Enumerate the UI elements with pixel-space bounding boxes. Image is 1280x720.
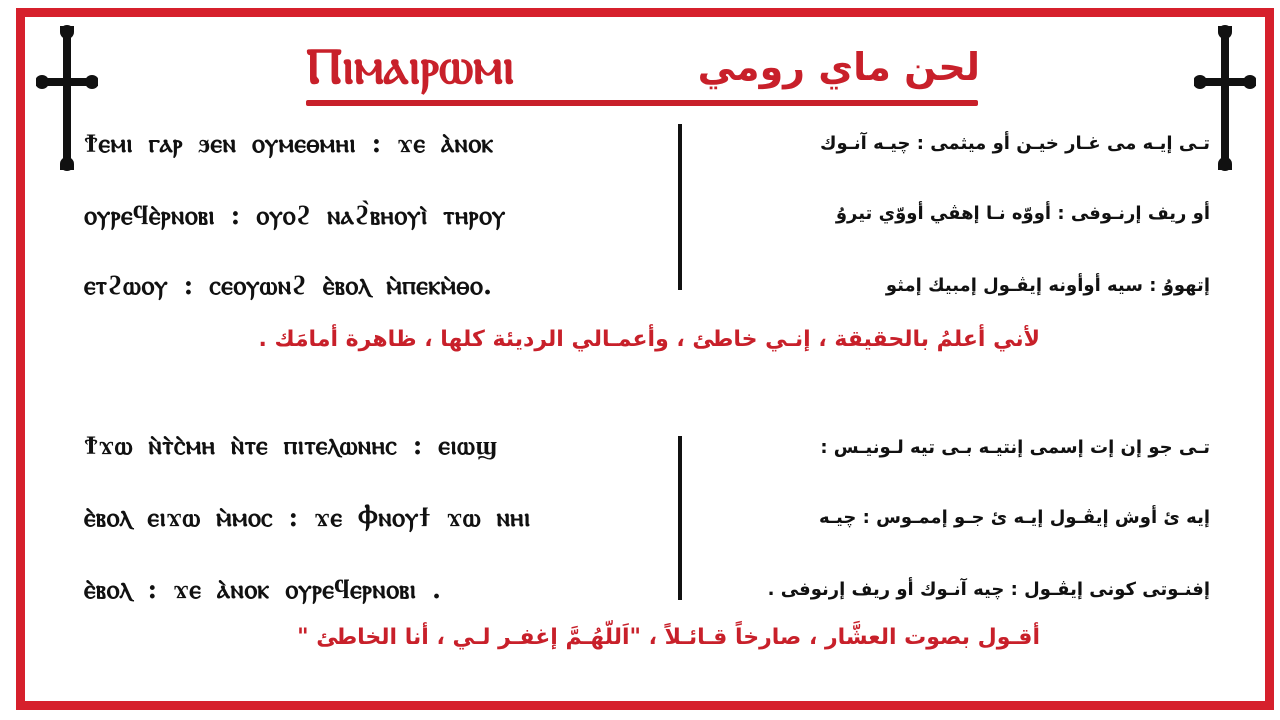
coptic-title: Ⲡⲓⲙⲁⲓⲣⲱⲙⲓ	[306, 36, 515, 95]
column-divider	[678, 436, 682, 600]
arabic-line: تـى جو إن إت إسمى إنتيـه بـى تيه لـونيـس :	[820, 437, 1210, 458]
coptic-line: Ϯϫⲱ ⲛ̀ⲧ̀ⲥ̀ⲙⲏ ⲛ̀ⲧⲉ ⲡⲓⲧⲉⲗⲱⲛⲏⲥ : ⲉⲓⲱϣ	[84, 431, 498, 461]
arabic-translation: أقـول بصوت العشَّار ، صارخاً قـائـلاً ، "اَللّهُـمَّ إغفـر لـي ، أنا الخاطئ "	[297, 625, 1040, 650]
arabic-line: تـى إيـه مى غـار خيـن أو ميثمى : چيـه آنـوك	[819, 133, 1210, 154]
coptic-line: ⲟⲩⲣⲉϥⲉ̀ⲣⲛⲟⲃⲓ : ⲟⲩⲟϩ ⲛⲁϩ̀ⲃⲏⲟⲩⲓ̀ ⲧⲏⲣⲟⲩ	[84, 201, 506, 231]
arabic-line: إفنـوتى كونى إيڤـول : چيه آنـوك أو ريف إرنوفى .	[767, 579, 1210, 600]
arabic-line: أو ريف إرنـوفى : أووّه نـا إهڤي أووّي تيروُ	[835, 203, 1210, 224]
arabic-line: إتهووُ : سيه أوأونه إيڤـول إمبيك إمثو	[885, 275, 1210, 296]
coptic-line: ⲉ̀ⲃⲟⲗ ⲉⲓϫⲱ ⲙ̀ⲙⲟⲥ : ϫⲉ Ⲫⲛⲟⲩϯ ϫⲱ ⲛⲏⲓ	[84, 503, 531, 533]
column-divider	[678, 124, 682, 290]
title-underline	[306, 100, 978, 106]
coptic-line: Ϯⲉⲙⲓ ⲅⲁⲣ ϧⲉⲛ ⲟⲩⲙⲉⲑⲙⲏⲓ : ϫⲉ ⲁ̀ⲛⲟⲕ	[84, 129, 494, 159]
arabic-translation: لأني أعلمُ بالحقيقة ، إنـي خاطئ ، وأعمـالي الرديئة كلها ، ظاهرة أمامَك .	[258, 327, 1040, 352]
arabic-title: لحن ماي رومي	[697, 45, 980, 89]
coptic-line: ⲉⲧϩⲱⲟⲩ : ⲥⲉⲟⲩⲱⲛϩ ⲉ̀ⲃⲟⲗ ⲙ̀ⲡⲉⲕⲙ̀ⲑⲟ.	[84, 271, 493, 301]
arabic-line: إيه ئ أوش إيڤـول إيـه ئ جـو إممـوس : چيـه	[818, 507, 1210, 528]
coptic-line: ⲉ̀ⲃⲟⲗ : ϫⲉ ⲁ̀ⲛⲟⲕ ⲟⲩⲣⲉϥⲉⲣⲛⲟⲃⲓ .	[84, 575, 442, 605]
